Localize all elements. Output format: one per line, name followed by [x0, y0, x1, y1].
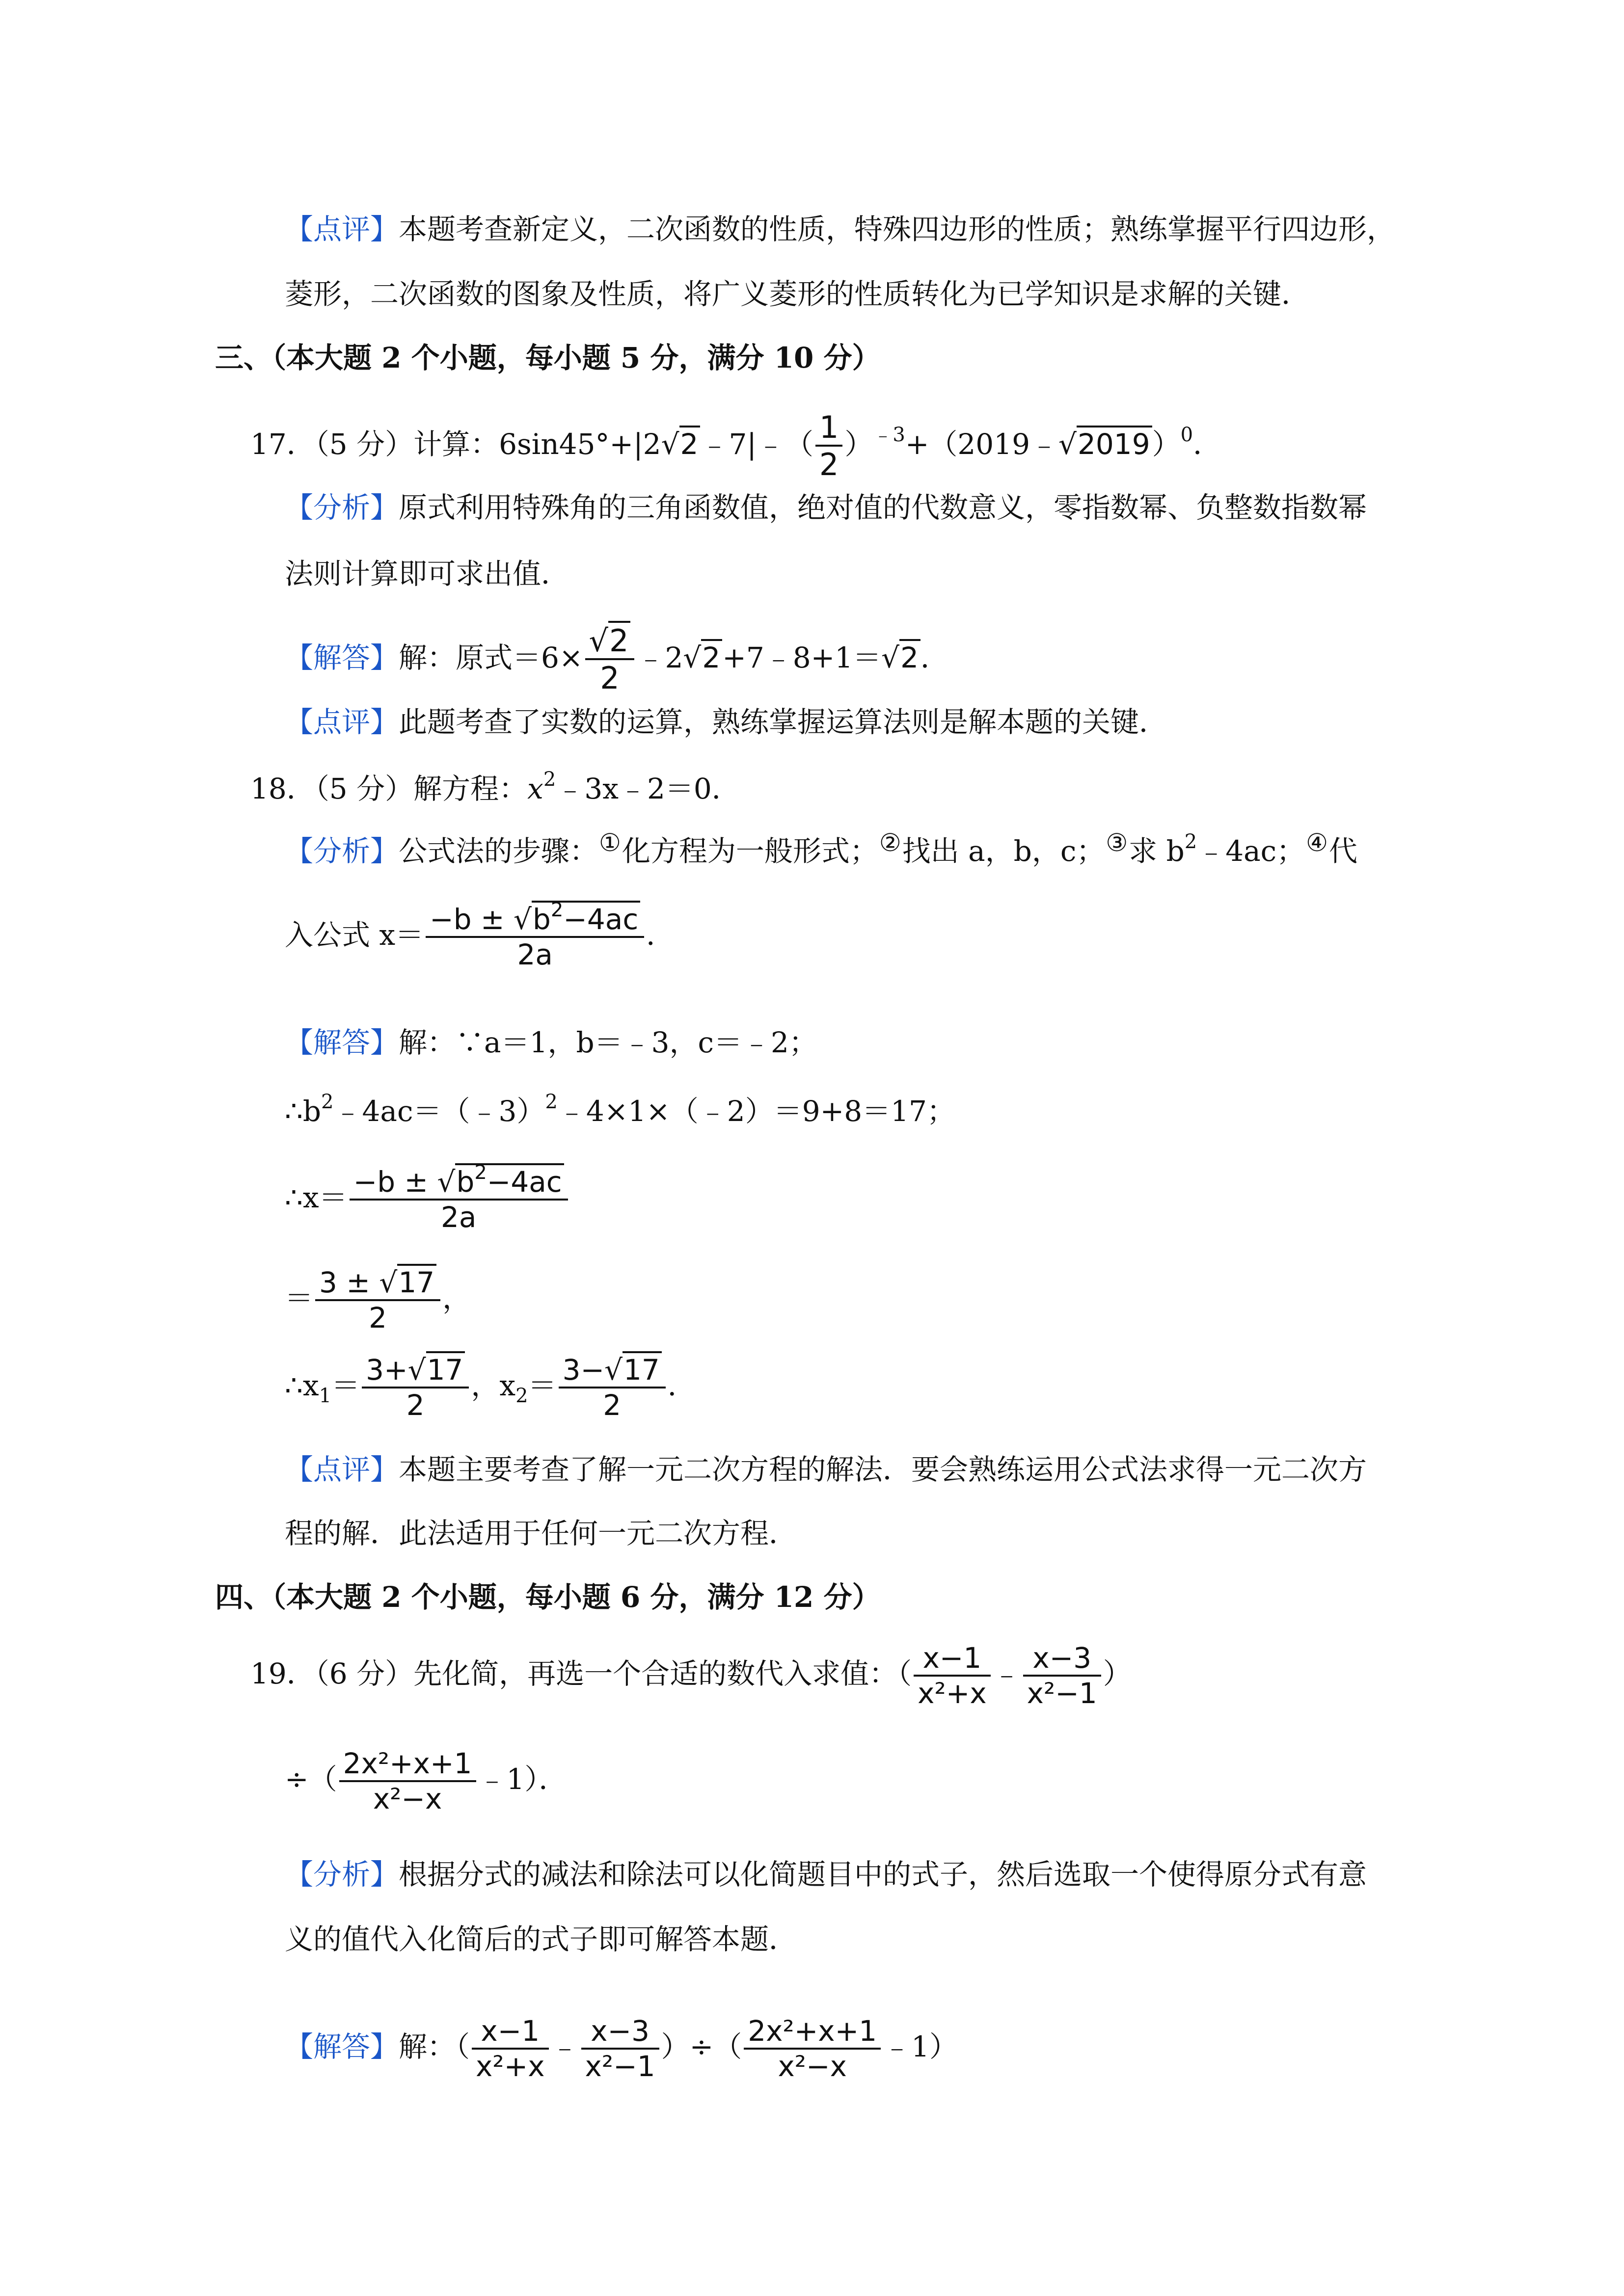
q17-analysis-line-1: 【分析】原式利用特殊角的三角函数值，绝对值的代数意义，零指数幂、负整数指数幂 — [285, 491, 1367, 524]
q17-text: 17．（5 分）计算：6sin45°+|2 — [250, 427, 661, 461]
x1-fraction: $\frac{3+√17}{2}$ — [362, 1354, 469, 1422]
q19-question: 19．（6 分）先化简，再选一个合适的数代入求值：（ $\frac{x-1}{\text{x²+x}}$ ﹣ $\frac{x-3}{\text{x²−1}}$ ） — [250, 1641, 1132, 1710]
q19-analysis-line-2: 义的值代入化简后的式子即可解答本题． — [285, 1922, 798, 1956]
q16-comment-text: 本题考查新定义，二次函数的性质，特殊四边形的性质；熟练掌握平行四边形， — [399, 213, 1396, 246]
quadratic-formula: $\frac{-b \pm √b^2-4ac}{2a}$ — [426, 903, 644, 972]
q19-answer: 【解答】解：（ $\frac{x-1}{\text{x²+x}}$ ﹣ $\frac{x-3}{\text{x²−1}}$ ）÷（ $\frac{\text{2x²+x+1}}{\text{x²−x}}$ ﹣1） — [285, 2014, 958, 2083]
q18-answer-line-2: $\therefore b^2﹣4ac=(﹣3)^2﹣4\times 1\times(﹣2)=9+8=17$； — [285, 1091, 955, 1128]
section-3-heading — [215, 341, 881, 374]
quadratic-formula-answer: $\frac{-b \pm √b^2-4ac}{2a}$ — [350, 1166, 568, 1234]
root-fraction: $\frac{3 \pm √17}{2}$ — [315, 1266, 440, 1335]
q18-answer-line-3: ∴x＝ $\frac{-b \pm √b^2-4ac}{2a}$ — [285, 1166, 570, 1234]
q18-question: 18．（5 分）解方程：$x^2﹣3x﹣2=0$． — [250, 768, 740, 805]
q16-comment-text-2: 菱形，二次函数的图象及性质，将广义菱形的性质转化为已学知识是求解的关键． — [285, 277, 1310, 311]
q16-comment-line-1 — [285, 213, 1396, 246]
x2-fraction: $\frac{3-√17}{2}$ — [559, 1354, 666, 1422]
section-4-heading — [215, 1580, 881, 1614]
q19-answer-fraction-a: $\frac{x-1}{\text{x²+x}}$ — [472, 2015, 549, 2083]
q18-answer-line-4: ＝ $\frac{3 \pm √17}{2}$ ， — [285, 1266, 471, 1335]
q17-radicand-2019: 2019 — [1077, 426, 1152, 461]
comment-tag: 【点评】 — [285, 213, 399, 246]
step-2-marker: ② — [879, 828, 901, 857]
step-4-marker: ④ — [1306, 828, 1328, 857]
q17-radicand: 2 — [679, 426, 701, 461]
q18-analysis-line-1: 【分析】公式法的步骤：①化方程为一般形式；②找出 a，b，c；③求 $b^2﹣4ac$；④代 — [285, 828, 1358, 868]
q17-answer-fraction: $\frac{√2}{2}$ — [585, 623, 635, 697]
q19-fraction-b: $\frac{x-3}{\text{x²−1}}$ — [1023, 1642, 1101, 1710]
answer-tag: 【解答】 — [285, 641, 399, 674]
q17-exponent: ﹣3 — [873, 423, 905, 446]
q17-answer: 【解答】解：原式＝6× $\frac{√2}{2}$ ﹣2√2+7﹣8+1＝√2． — [285, 623, 949, 697]
q19-question-line-2: ÷（ $\frac{\text{2x²+x+1}}{\text{x²−x}}$ ﹣1）． — [285, 1747, 568, 1815]
q16-comment-line-2 — [285, 277, 1310, 311]
step-3-marker: ③ — [1106, 828, 1128, 857]
q19-answer-fraction-b: $\frac{x-3}{\text{x²−1}}$ — [581, 2015, 659, 2083]
step-1-marker: ① — [599, 828, 621, 857]
q18-comment-line-1: 【点评】本题主要考查了解一元二次方程的解法．要会熟练运用公式法求得一元二次方 — [285, 1453, 1367, 1486]
q18-answer-line-5: $\therefore x_1=$ $\frac{3+√17}{2}$ ，$x_2=$ $\frac{3-√17}{2}$ ． — [285, 1354, 696, 1422]
q19-analysis-line-1: 【分析】根据分式的减法和除法可以化简题目中的式子，然后选取一个使得原分式有意 — [285, 1858, 1367, 1891]
section-4-title: 四、（本大题 2 个小题，每小题 6 分，满分 12 分） — [215, 1580, 881, 1614]
q18-analysis-line-2: 入公式 x＝ $\frac{-b \pm √b^2-4ac}{2a}$ ． — [285, 899, 675, 971]
section-3-title: 三、（本大题 2 个小题，每小题 5 分，满分 10 分） — [215, 341, 881, 374]
q17-question: 17．（5 分）计算：6sin45°+|2√2﹣7|﹣（ $\frac{1}{2}$ ）$^{﹣3}$+（2019﹣√2019）$^0$． — [250, 409, 1222, 483]
q17-comment: 【点评】此题考查了实数的运算，熟练掌握运算法则是解本题的关键． — [285, 705, 1168, 739]
q17-analysis-line-2: 法则计算即可求出值． — [285, 557, 570, 590]
q19-fraction-a: $\frac{x-1}{\text{x²+x}}$ — [914, 1642, 991, 1710]
q19-answer-fraction-c: $\frac{\text{2x²+x+1}}{\text{x²−x}}$ — [744, 2015, 881, 2083]
analysis-tag: 【分析】 — [285, 491, 399, 524]
q17-fraction: $\frac{1}{2}$ — [815, 410, 842, 483]
q17-text-2: ﹣7|﹣（ — [700, 427, 813, 461]
q19-fraction-c: $\frac{\text{2x²+x+1}}{\text{x²−x}}$ — [339, 1747, 476, 1816]
q18-answer-line-1: 【解答】解：∵a＝1，b＝﹣3，c＝﹣2； — [285, 1026, 817, 1059]
q18-comment-line-2: 程的解．此法适用于任何一元二次方程． — [285, 1517, 798, 1550]
